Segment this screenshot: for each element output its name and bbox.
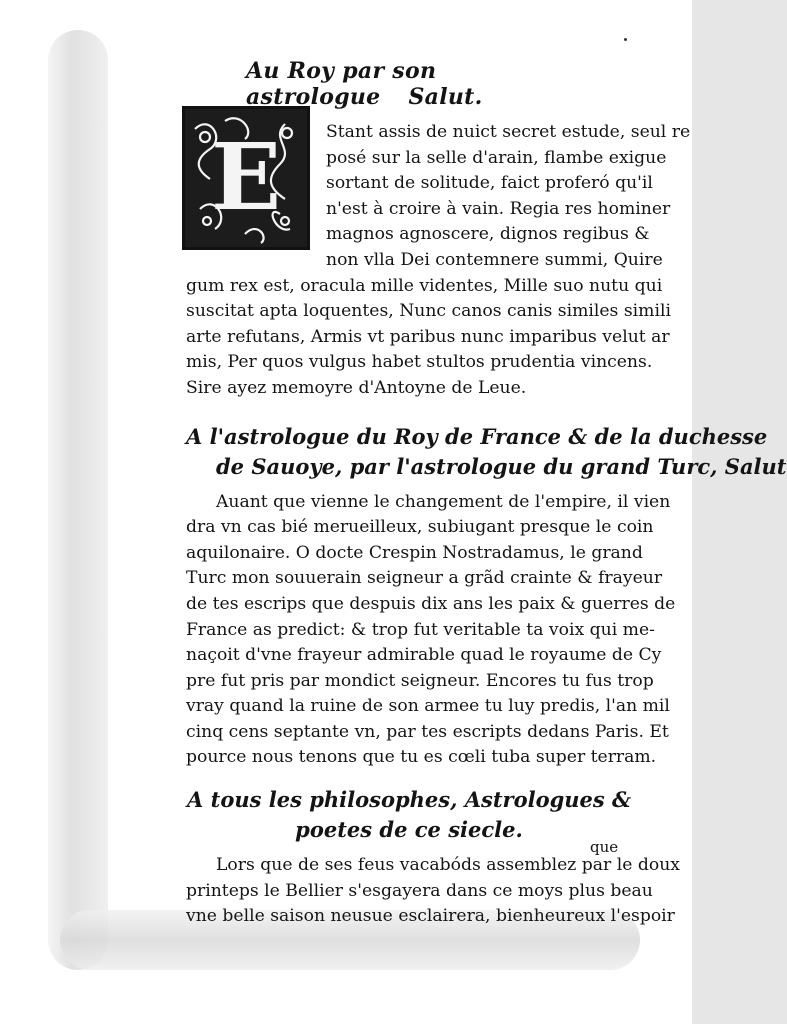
text-line: pource nous tenons que tu es cœli tuba super terram. [186, 747, 657, 768]
text-line: cinq cens septante vn, par tes escripts dedans Paris. Et [186, 721, 669, 742]
text-line: arte refutans, Armis vt paribus nunc imparibus velut ar [186, 326, 670, 347]
text-line: non vlla Dei contemnere summi, Quire [326, 249, 663, 270]
ink-speck [624, 38, 627, 41]
text-line: sortant de solitude, faict proferó qu'il [326, 173, 653, 194]
heading-line: poetes de ce siecle. [295, 817, 523, 843]
heading-line: A tous les philosophes, Astrologues & [187, 787, 631, 813]
text-line: naçoit d'vne frayeur admirable quad le royaume de Cy [186, 645, 662, 666]
text-line: Stant assis de nuict secret estude, seul re [326, 122, 691, 142]
section1-body [186, 120, 691, 402]
running-head-salut: Salut. [408, 84, 483, 110]
running-head-title: Au Roy par son astrologue [246, 58, 437, 110]
heading-line: de Sauoye, par l'astrologue du grand Turc, Salut [216, 453, 787, 479]
text-line: printeps le Bellier s'esgayera dans ce moys plus beau [186, 880, 653, 901]
scan-smudge-left [48, 30, 108, 970]
text-line: aquilonaire. O docte Crespin Nostradamus, le grand [186, 542, 643, 563]
text-line: Lors que de ses feus vacabóds assemblez par le doux [216, 855, 680, 876]
running-head [246, 58, 632, 110]
catchword: que [590, 838, 619, 856]
section3-body [186, 853, 680, 930]
section2-heading [186, 422, 787, 482]
section2-body [186, 490, 676, 772]
text-line: dra vn cas bié merueilleux, subiugant presque le coin [186, 517, 654, 538]
text-line: posé sur la selle d'arain, flambe exigue [326, 147, 667, 168]
text-line: Auant que vienne le changement de l'empire, il vien [216, 491, 671, 512]
text-line: n'est à croire à vain. Regia res hominer [326, 198, 671, 219]
text-line: magnos agnoscere, dignos regibus & [326, 224, 650, 245]
text-line: France as predict: & trop fut veritable ta voix qui me- [186, 619, 655, 640]
text-line: mis, Per quos vulgus habet stultos prudentia vincens. [186, 352, 653, 373]
text-line: suscitat apta loquentes, Nunc canos canis similes simili [186, 301, 671, 322]
text-line: vne belle saison neusue esclairera, bienheureux l'espoir [186, 906, 675, 927]
text-line: gum rex est, oracula mille videntes, Mille suo nutu qui [186, 275, 663, 296]
svg-text:E: E [210, 123, 282, 231]
section3-heading [186, 785, 632, 845]
text-line: Turc mon souuerain seigneur a grãd crainte & frayeur [186, 568, 663, 589]
text-line: Sire ayez memoyre d'Antoyne de Leue. [186, 377, 527, 398]
text-line: de tes escrips que despuis dix ans les paix & guerres de [186, 593, 676, 614]
text-line: pre fut pris par mondict seigneur. Encores tu fus trop [186, 670, 654, 691]
text-line: vray quand la ruine de son armee tu luy predis, l'an mil [186, 696, 670, 717]
heading-line: A l'astrologue du Roy de France & de la duchesse [186, 423, 768, 449]
